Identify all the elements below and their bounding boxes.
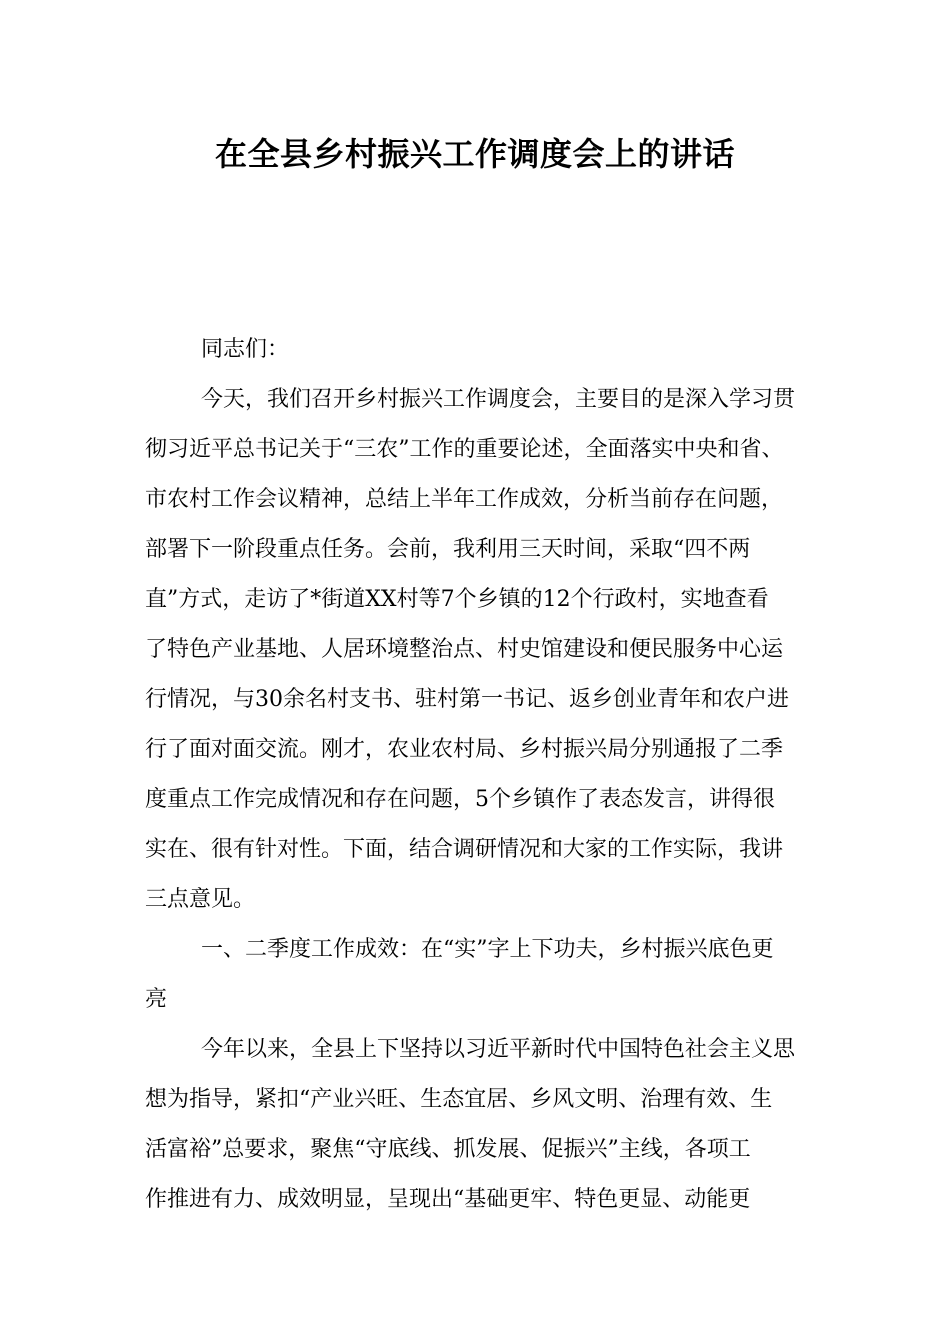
paragraph-line: 行了面对面交流。刚才，农业农村局、乡村振兴局分别通报了二季: [145, 737, 784, 762]
paragraph-line: 作推进有力、成效明显，呈现出“基础更牢、特色更显、动能更: [145, 1187, 751, 1212]
salutation: 同志们：: [201, 337, 290, 362]
paragraph-line: 活富裕”总要求，聚焦“守底线、抓发展、促振兴”主线，各项工: [145, 1137, 751, 1162]
document-title: 在全县乡村振兴工作调度会上的讲话: [214, 135, 735, 173]
paragraph-line: 三点意见。: [145, 887, 256, 912]
paragraph-line: 今年以来，全县上下坚持以习近平新时代中国特色社会主义思: [201, 1037, 796, 1062]
paragraph-line: 行情况，与30余名村支书、驻村第一书记、返乡创业青年和农户进: [145, 687, 789, 712]
paragraph-line: 市农村工作会议精神，总结上半年工作成效，分析当前存在问题，: [145, 487, 784, 512]
paragraph-line: 直”方式，走访了*街道XX村等7个乡镇的12个行政村，实地查看: [145, 587, 769, 612]
paragraph-line: 度重点工作完成情况和存在问题，5个乡镇作了表态发言，讲得很: [145, 787, 775, 812]
paragraph-line: 实在、很有针对性。下面，结合调研情况和大家的工作实际，我讲: [145, 837, 784, 862]
paragraph-line: 彻习近平总书记关于“三农”工作的重要论述，全面落实中央和省、: [145, 437, 784, 462]
document-body: [145, 325, 810, 1225]
paragraph-line: 了特色产业基地、人居环境整治点、村史馆建设和便民服务中心运: [145, 637, 784, 662]
paragraph-line: 想为指导，紧扣“产业兴旺、生态宜居、乡风文明、治理有效、生: [145, 1087, 773, 1112]
paragraph-line: 今天，我们召开乡村振兴工作调度会，主要目的是深入学习贯: [201, 387, 796, 412]
section-heading-line: 亮: [145, 987, 168, 1012]
paragraph-line: 部署下一阶段重点任务。会前，我利用三天时间，采取“四不两: [145, 537, 751, 562]
section-heading-line: 一、二季度工作成效：在“实”字上下功夫，乡村振兴底色更: [201, 937, 774, 962]
